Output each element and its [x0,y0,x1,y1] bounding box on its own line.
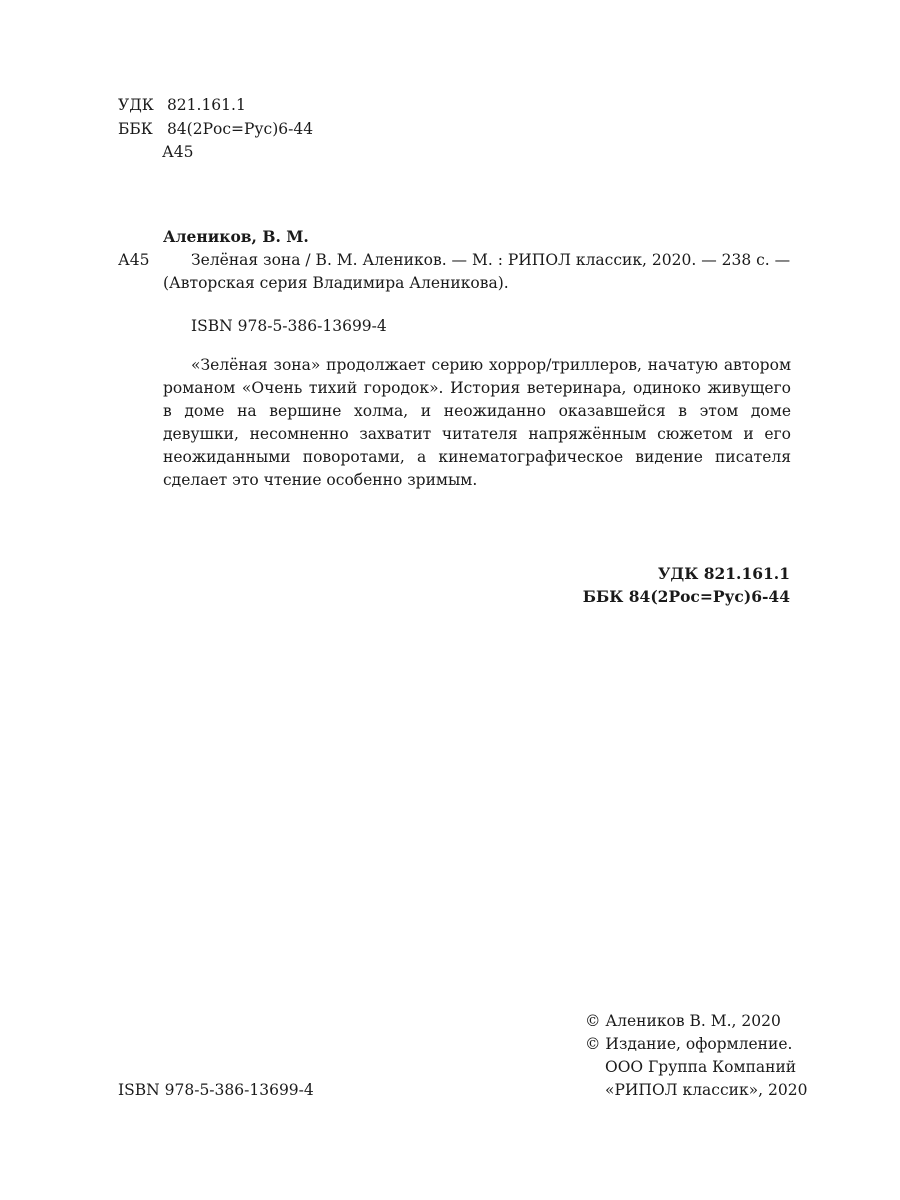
udk-label: УДК [118,96,154,114]
copyright-author: © Алеников В. М., 2020 [585,1012,781,1030]
copyright-edition: © Издание, оформление. [585,1035,793,1053]
bbk-line [118,118,313,140]
annotation-paragraph: «Зелёная зона» продолжает серию хоррор/триллеров, начатую автором романом «Очень тихий городок». История ветеринара, одиноко живущего в доме на вершине холма, и неожиданно оказавшейся в этом доме девушки, несомненно захватит читателя напряжённым сюжетом и его неожиданными поворотами, а кинематографическое видение писателя сделает это чтение особенно зримым. [163,356,791,489]
bibliographic-line-2: (Авторская серия Владимира Аленикова). [163,274,509,292]
isbn-record: ISBN 978-5-386-13699-4 [191,317,387,335]
isbn-footer: ISBN 978-5-386-13699-4 [118,1081,314,1099]
udk-line [118,94,246,116]
bbk-right: ББК 84(2Рос=Рус)6-44 [582,587,790,606]
bbk-value: 84(2Рос=Рус)6-44 [166,120,314,138]
author-heading: Алеников, В. М. [163,227,309,246]
copyright-publisher: ООО Группа Компаний [605,1058,797,1076]
copyright-publisher-name: «РИПОЛ классик», 2020 [605,1081,808,1099]
udk-value: 821.161.1 [166,96,246,114]
author-mark: А45 [118,251,150,269]
bibliographic-line-1: Зелёная зона / В. М. Алеников. — М. : РИПОЛ классик, 2020. — 238 с. — [191,251,791,269]
udk-right: УДК 821.161.1 [657,564,790,583]
bbk-label: ББК [118,120,153,138]
author-mark-top: А45 [162,143,194,161]
